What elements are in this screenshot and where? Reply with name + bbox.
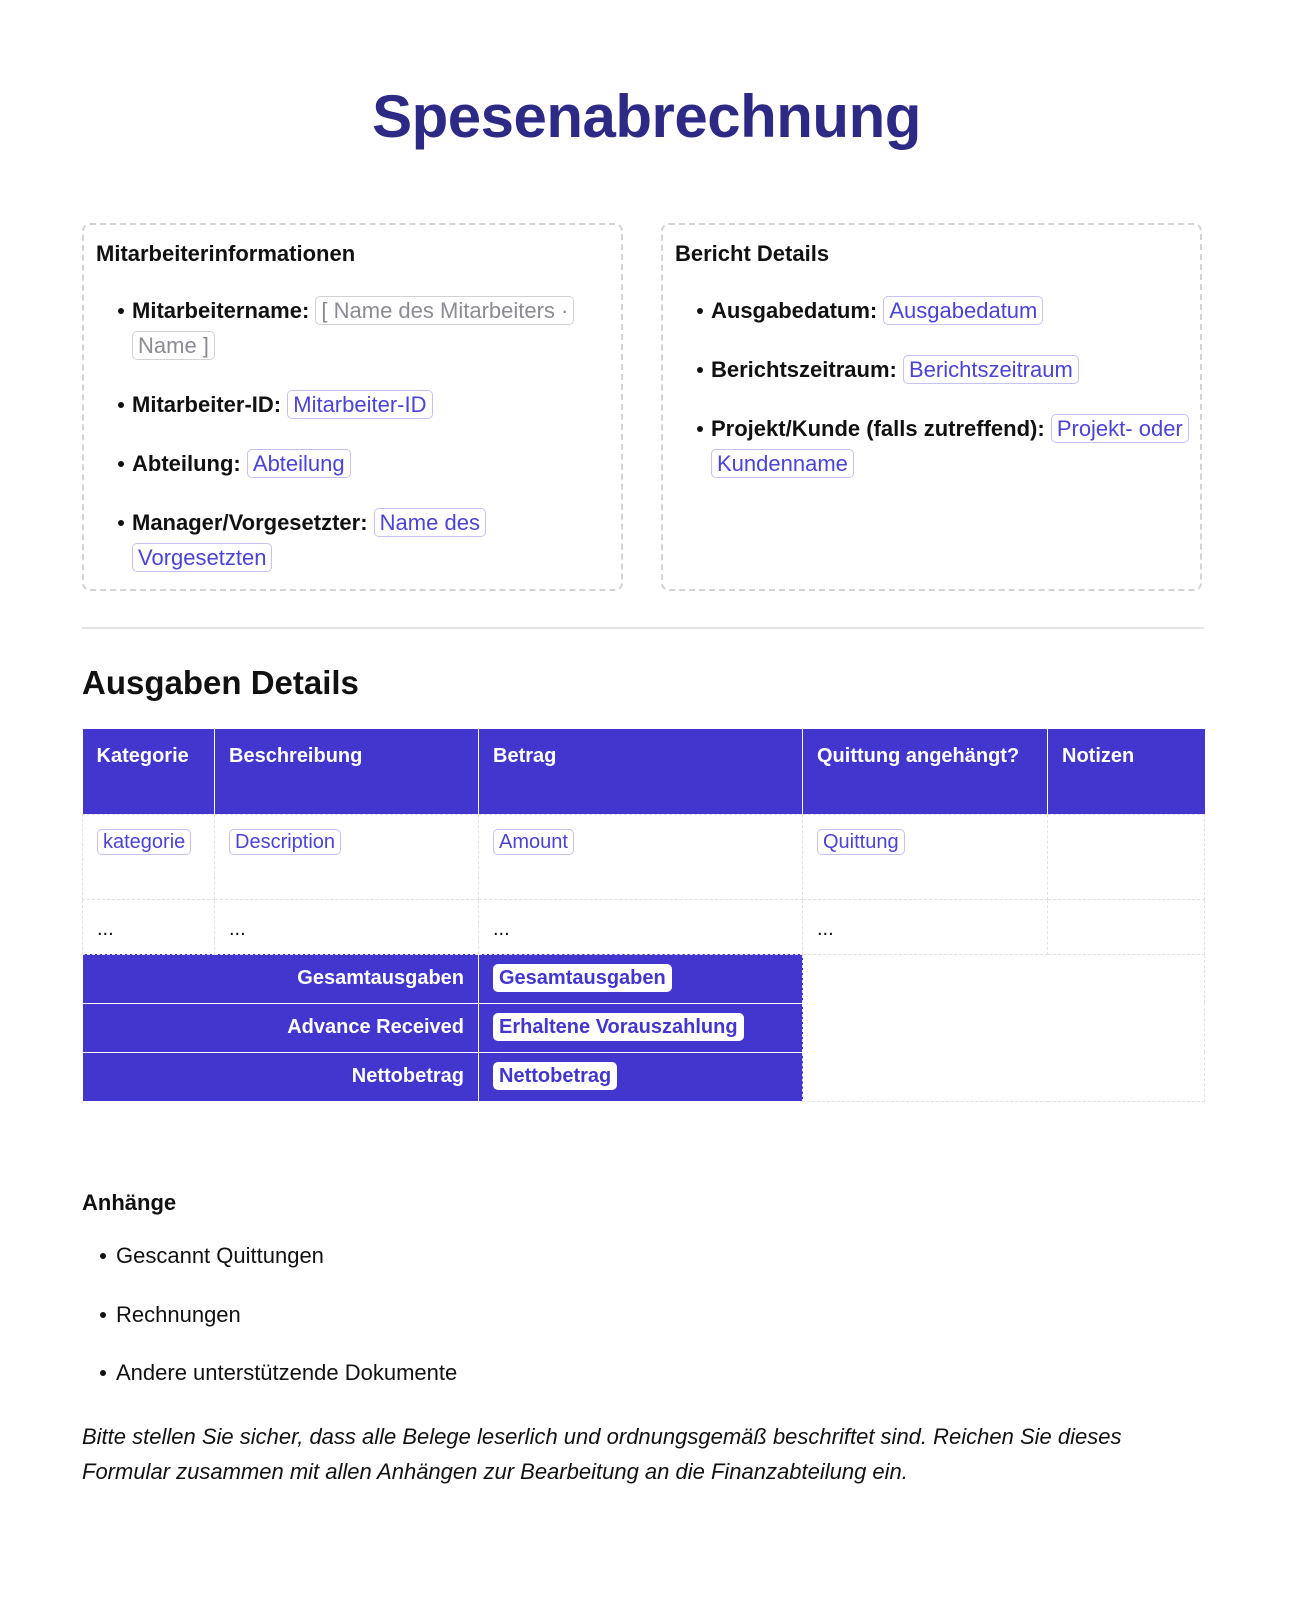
department-field[interactable]: Abteilung	[247, 449, 351, 478]
submission-note: Bitte stellen Sie sicher, dass alle Belege leserlich und ordnungsgemäß beschriftet sind. Reichen Sie dieses Formular zusammen mit allen Anhängen zur Bearbeitung an die Finanzabteilung ein.	[82, 1424, 1122, 1484]
table-row	[83, 814, 1205, 899]
project-client-field[interactable]: Projekt- oder Kundenname	[711, 414, 1189, 478]
report-details-heading: Bericht Details	[675, 241, 830, 266]
receipt-cell	[803, 814, 1048, 899]
advance-received-cell	[479, 1003, 803, 1052]
list-item: Gescannt Quittungen	[100, 1238, 457, 1273]
list-item: Rechnungen	[100, 1297, 457, 1332]
report-details-box	[661, 223, 1202, 591]
department-item	[118, 446, 609, 481]
table-header-row	[83, 729, 1205, 814]
section-divider	[82, 627, 1204, 629]
report-period-field[interactable]: Berichtszeitraum	[903, 355, 1079, 384]
department-label: Abteilung:	[132, 451, 241, 476]
total-expenses-label: Gesamtausgaben	[83, 954, 479, 1003]
receipt-field[interactable]: Quittung	[817, 829, 905, 855]
column-header-category: Kategorie	[83, 729, 215, 814]
summary-empty-area	[803, 954, 1205, 1101]
net-amount-field[interactable]: Nettobetrag	[493, 1062, 617, 1090]
total-expenses-field[interactable]: Gesamtausgaben	[493, 964, 672, 992]
advance-received-field[interactable]: Erhaltene Vorauszahlung	[493, 1013, 744, 1041]
employee-id-field[interactable]: Mitarbeiter-ID	[287, 390, 432, 419]
project-client-label: Projekt/Kunde (falls zutreffend):	[711, 416, 1045, 441]
report-period-label: Berichtszeitraum:	[711, 357, 897, 382]
employee-id-label: Mitarbeiter-ID:	[132, 392, 282, 417]
employee-info-list	[96, 293, 609, 575]
employee-name-field[interactable]: [ Name des Mitarbeiters · Name ]	[132, 296, 574, 360]
employee-name-item	[118, 293, 609, 363]
ellipsis-cell: ...	[83, 899, 215, 954]
expense-date-item	[697, 293, 1188, 328]
net-amount-cell	[479, 1052, 803, 1101]
expenses-table	[82, 729, 1205, 1102]
expense-date-label: Ausgabedatum:	[711, 298, 878, 323]
page-title: Spesenabrechnung	[372, 83, 921, 150]
column-header-notes: Notizen	[1048, 729, 1205, 814]
ellipsis-cell-empty	[1048, 899, 1205, 954]
attachments-list	[100, 1238, 457, 1414]
ellipsis-cell: ...	[215, 899, 479, 954]
description-cell	[215, 814, 479, 899]
manager-item	[118, 505, 609, 575]
employee-name-label: Mitarbeitername:	[132, 298, 310, 323]
ellipsis-cell: ...	[803, 899, 1048, 954]
amount-field[interactable]: Amount	[493, 829, 574, 855]
report-details-list	[675, 293, 1188, 481]
amount-cell	[479, 814, 803, 899]
report-period-item	[697, 352, 1188, 387]
total-expenses-cell	[479, 954, 803, 1003]
description-field[interactable]: Description	[229, 829, 341, 855]
total-expenses-row	[83, 954, 1205, 1003]
column-header-description: Beschreibung	[215, 729, 479, 814]
category-cell	[83, 814, 215, 899]
category-field[interactable]: kategorie	[97, 829, 191, 855]
column-header-amount: Betrag	[479, 729, 803, 814]
list-item: Andere unterstützende Dokumente	[100, 1355, 457, 1390]
table-row-ellipsis	[83, 899, 1205, 954]
employee-info-heading: Mitarbeiterinformationen	[96, 241, 356, 266]
expenses-heading: Ausgaben Details	[82, 664, 359, 701]
notes-cell[interactable]	[1048, 814, 1205, 899]
ellipsis-cell: ...	[479, 899, 803, 954]
attachments-heading: Anhänge	[82, 1190, 177, 1215]
project-client-item	[697, 411, 1188, 481]
manager-label: Manager/Vorgesetzter:	[132, 510, 368, 535]
manager-field[interactable]: Name des Vorgesetzten	[132, 508, 486, 572]
employee-info-box	[82, 223, 623, 591]
employee-id-item	[118, 387, 609, 422]
advance-received-label: Advance Received	[83, 1003, 479, 1052]
net-amount-label: Nettobetrag	[83, 1052, 479, 1101]
column-header-receipt: Quittung angehängt?	[803, 729, 1048, 814]
expense-date-field[interactable]: Ausgabedatum	[883, 296, 1043, 325]
